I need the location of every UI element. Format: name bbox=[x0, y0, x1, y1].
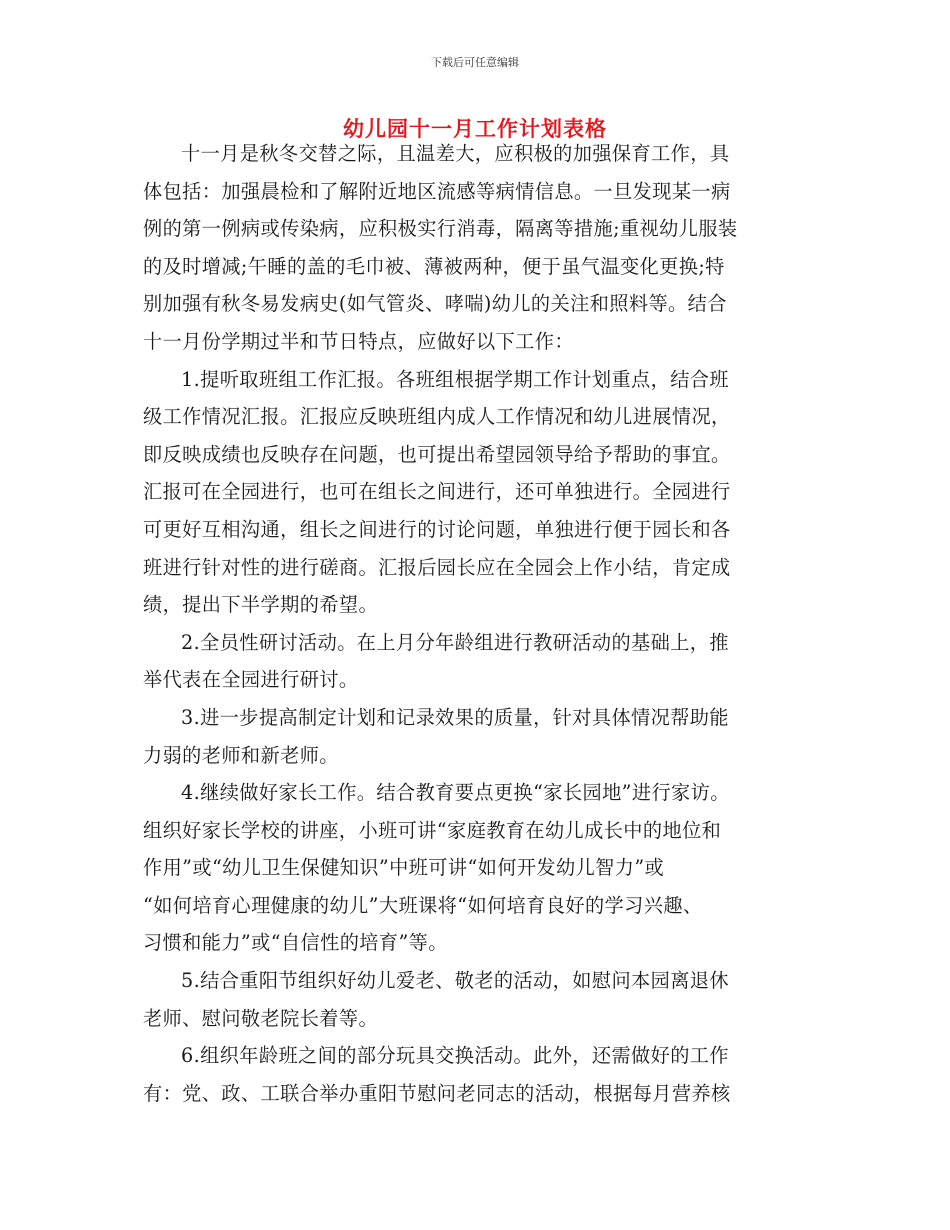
text-line: 别加强有秋冬易发病史(如气管炎、哮喘)幼儿的关注和照料等。结合 bbox=[143, 292, 727, 316]
text-line: 的及时增减;午睡的盖的毛巾被、薄被两种，便于虽气温变化更换;特 bbox=[143, 254, 725, 278]
text-line: 级工作情况汇报。汇报应反映班组内成人工作情况和幼儿进展情况， bbox=[143, 405, 731, 429]
text-line: 组织好家长学校的讲座，小班可讲“家庭教育在幼儿成长中的地位和 bbox=[143, 818, 722, 842]
text-line: 绩，提出下半学期的希望。 bbox=[143, 593, 379, 617]
text-line: 汇报可在全园进行，也可在组长之间进行，还可单独进行。全园进行 bbox=[143, 480, 731, 504]
text-line: 2.全员性研讨活动。在上月分年龄组进行教研活动的基础上，推 bbox=[181, 630, 729, 654]
text-line: 习惯和能力”或“自信性的培育”等。 bbox=[143, 931, 448, 955]
text-line: 例的第一例病或传染病，应积极实行消毒，隔离等措施;重视幼儿服装 bbox=[143, 217, 738, 241]
text-line: 班进行针对性的进行磋商。汇报后园长应在全园会上作小结，肯定成 bbox=[143, 555, 731, 579]
text-line: 体包括：加强晨检和了解附近地区流感等病情信息。一旦发现某一病 bbox=[143, 179, 731, 203]
text-line: 4.继续做好家长工作。结合教育要点更换“家长园地”进行家访。 bbox=[181, 781, 730, 805]
text-line: 即反映成绩也反映存在问题，也可提出希望园领导给予帮助的事宜。 bbox=[143, 442, 731, 466]
text-line: 有：党、政、工联合举办重阳节慰问老同志的活动，根据每月营养核 bbox=[143, 1081, 731, 1105]
text-line: 5.结合重阳节组织好幼儿爱老、敬老的活动，如慰问本园离退休 bbox=[181, 969, 729, 993]
page-header-note: 下载后可任意编辑 bbox=[431, 56, 519, 69]
text-line: 6.组织年龄班之间的部分玩具交换活动。此外，还需做好的工作 bbox=[181, 1044, 729, 1068]
text-line: 作用”或“幼儿卫生保健知识”中班可讲“如何开发幼儿智力”或 bbox=[143, 856, 665, 880]
text-line: 1.提听取班组工作汇报。各班组根据学期工作计划重点，结合班 bbox=[181, 367, 729, 391]
text-line: 3.进一步提高制定计划和记录效果的质量，针对具体情况帮助能 bbox=[181, 705, 729, 729]
text-line: 举代表在全园进行研讨。 bbox=[143, 668, 359, 692]
text-line: 力弱的老师和新老师。 bbox=[143, 743, 339, 767]
document-title: 幼儿园十一月工作计划表格 bbox=[343, 117, 607, 141]
document-body bbox=[143, 135, 813, 1112]
text-line: 十一月是秋冬交替之际，且温差大，应积极的加强保育工作，具 bbox=[181, 142, 730, 165]
text-line: 可更好互相沟通，组长之间进行的讨论问题，单独进行便于园长和各 bbox=[143, 517, 731, 541]
text-line: 老师、慰问敬老院长着等。 bbox=[143, 1006, 379, 1030]
text-line: 十一月份学期过半和节日特点，应做好以下工作： bbox=[143, 329, 574, 353]
text-line: “如何培育心理健康的幼儿”大班课将“如何培育良好的学习兴趣、 bbox=[143, 893, 703, 917]
